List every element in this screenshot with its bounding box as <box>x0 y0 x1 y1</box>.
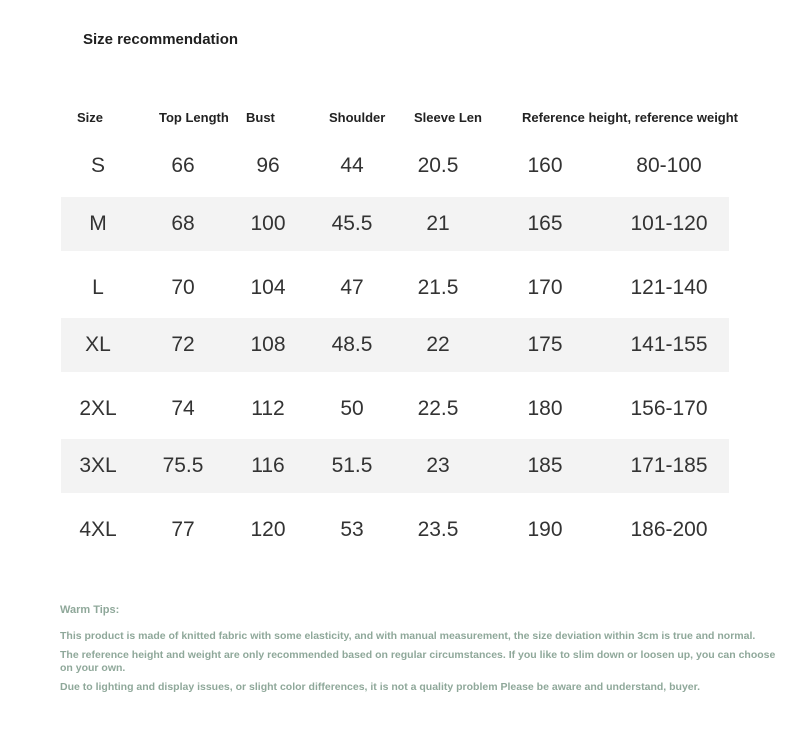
cell-top-length: 72 <box>171 333 195 356</box>
header-shoulder: Shoulder <box>329 110 386 125</box>
tip-line: Due to lighting and display issues, or slight color differences, it is not a quality problem Please be aware and understand, buyer. <box>60 681 701 693</box>
cell-size: 3XL <box>79 454 117 477</box>
page-title: Size recommendation <box>83 31 239 48</box>
cell-sleeve-length: 20.5 <box>417 154 459 177</box>
tip-line: The reference height and weight are only recommended based on regular circumstances. If you like to slim down or loosen up, you can choose on your own. <box>60 649 776 674</box>
cell-sleeve-length: 22 <box>426 333 450 356</box>
table-row <box>61 197 729 251</box>
cell-sleeve-length: 21 <box>426 212 450 235</box>
cell-reference-height: 180 <box>527 397 563 420</box>
cell-reference-height: 185 <box>527 454 563 477</box>
cell-shoulder: 44 <box>340 154 364 177</box>
cell-top-length: 74 <box>171 397 195 420</box>
cell-bust: 120 <box>250 518 286 541</box>
table-row <box>61 382 729 436</box>
cell-size: 2XL <box>79 397 117 420</box>
table-row <box>61 261 729 315</box>
cell-sleeve-length: 21.5 <box>417 276 459 299</box>
header-size: Size <box>77 110 104 125</box>
cell-shoulder: 53 <box>340 518 364 541</box>
cell-reference-height: 190 <box>527 518 563 541</box>
tip-line: This product is made of knitted fabric with some elasticity, and with manual measurement, the size deviation within 3cm is true and normal. <box>60 630 756 642</box>
table-row <box>61 503 729 557</box>
cell-reference-height: 165 <box>527 212 563 235</box>
table-row <box>61 139 729 193</box>
cell-reference-weight: 80-100 <box>636 154 702 177</box>
cell-reference-height: 175 <box>527 333 563 356</box>
cell-reference-weight: 186-200 <box>630 518 708 541</box>
cell-bust: 104 <box>250 276 286 299</box>
cell-reference-weight: 171-185 <box>630 454 708 477</box>
header-bust: Bust <box>246 110 275 125</box>
cell-shoulder: 47 <box>340 276 364 299</box>
cell-size: S <box>90 154 106 177</box>
cell-reference-weight: 156-170 <box>630 397 708 420</box>
cell-reference-height: 170 <box>527 276 563 299</box>
cell-bust: 100 <box>250 212 286 235</box>
table-row <box>61 318 729 372</box>
cell-reference-weight: 101-120 <box>630 212 708 235</box>
cell-reference-weight: 141-155 <box>630 333 708 356</box>
cell-shoulder: 48.5 <box>331 333 373 356</box>
cell-top-length: 70 <box>171 276 195 299</box>
cell-top-length: 68 <box>171 212 195 235</box>
cell-top-length: 77 <box>171 518 195 541</box>
header-top-length: Top Length <box>159 110 229 125</box>
cell-size: XL <box>85 333 111 356</box>
cell-bust: 112 <box>251 397 285 420</box>
cell-sleeve-length: 22.5 <box>417 397 459 420</box>
cell-reference-height: 160 <box>527 154 563 177</box>
cell-top-length: 66 <box>171 154 195 177</box>
cell-shoulder: 51.5 <box>331 454 373 477</box>
cell-top-length: 75.5 <box>162 454 204 477</box>
cell-sleeve-length: 23.5 <box>417 518 459 541</box>
cell-sleeve-length: 23 <box>426 454 450 477</box>
header-sleeve-length: Sleeve Len <box>414 110 482 125</box>
cell-shoulder: 50 <box>340 397 364 420</box>
cell-size: L <box>92 276 104 299</box>
table-row <box>61 439 729 493</box>
cell-size: M <box>89 212 107 235</box>
cell-size: 4XL <box>79 518 117 541</box>
tips-title: Warm Tips: <box>60 604 120 616</box>
cell-reference-weight: 121-140 <box>630 276 708 299</box>
header-reference-height-weight: Reference height, reference weight <box>522 110 739 125</box>
cell-bust: 116 <box>251 454 285 477</box>
cell-bust: 96 <box>256 154 280 177</box>
cell-bust: 108 <box>250 333 286 356</box>
cell-shoulder: 45.5 <box>331 212 373 235</box>
